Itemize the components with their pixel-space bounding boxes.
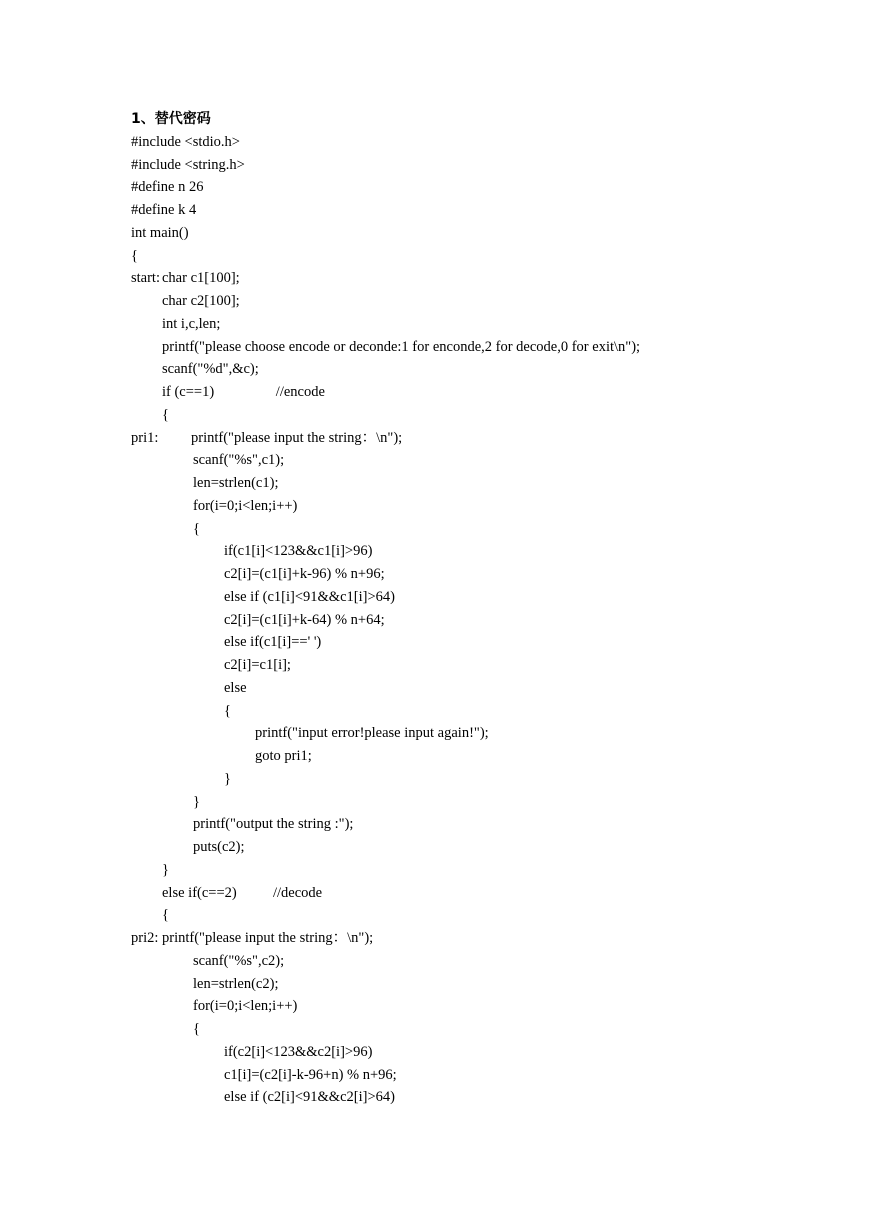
code-line	[193, 1018, 200, 1040]
code-text: c2[i]=(c1[i]+k-96) % n+96;	[224, 566, 385, 582]
code-label: start:	[131, 270, 160, 287]
code-line	[193, 495, 297, 517]
code-text: {	[162, 907, 169, 924]
code-line	[193, 973, 278, 995]
code-text: #include <stdio.h>	[131, 133, 240, 150]
code-line	[224, 677, 247, 699]
code-line	[131, 131, 240, 153]
code-text: puts(c2);	[193, 839, 245, 855]
code-text: printf("please choose encode or deconde:1 for enconde,2 for decode,0 for exit\n");	[162, 338, 641, 355]
code-line	[193, 813, 353, 835]
code-line	[162, 336, 640, 358]
code-text: scanf("%d",&c);	[162, 361, 259, 378]
code-text: len=strlen(c2);	[193, 975, 279, 992]
code-text: if(c1[i]<123&&c1[i]>96)	[224, 543, 373, 560]
code-line	[162, 404, 169, 426]
code-line	[224, 700, 231, 722]
code-line	[162, 381, 325, 403]
code-line	[255, 722, 489, 744]
code-line	[224, 1041, 372, 1063]
code-line	[162, 313, 220, 335]
code-text: if(c2[i]<123&&c2[i]>96)	[224, 1043, 373, 1060]
code-text: else if(c==2) //decode	[162, 884, 323, 901]
code-line	[224, 540, 372, 562]
code-text: {	[193, 520, 200, 537]
code-line	[162, 290, 240, 312]
code-text: #define k 4	[131, 202, 197, 218]
code-text: {	[193, 1021, 200, 1037]
code-text: printf("input error!please input again!");	[255, 725, 489, 742]
code-line	[162, 859, 169, 881]
code-text: scanf("%s",c1);	[193, 452, 285, 469]
section-heading: 1、替代密码	[131, 111, 211, 127]
code-text: }	[162, 861, 169, 878]
code-line	[224, 768, 231, 790]
code-text: char c1[100];	[162, 270, 240, 287]
code-text: else if (c1[i]<91&&c1[i]>64)	[224, 588, 395, 605]
code-text: goto pri1;	[255, 748, 312, 764]
code-text: len=strlen(c1);	[193, 475, 279, 491]
code-line	[193, 995, 297, 1017]
code-text: char c2[100];	[162, 293, 240, 309]
code-text: c2[i]=c1[i];	[224, 657, 291, 673]
code-text: {	[162, 406, 169, 423]
code-line	[255, 745, 312, 767]
code-line	[131, 199, 196, 221]
code-text: scanf("%s",c2);	[193, 952, 285, 969]
code-text: printf("output the string :");	[193, 816, 354, 833]
code-text: int main()	[131, 224, 189, 241]
code-line	[224, 654, 291, 676]
code-text: c1[i]=(c2[i]-k-96+n) % n+96;	[224, 1066, 397, 1083]
code-text: {	[224, 702, 231, 719]
code-text: if (c==1) //encode	[162, 384, 325, 400]
code-line	[162, 358, 259, 380]
code-line	[224, 1064, 397, 1086]
code-line	[193, 836, 245, 858]
code-text: for(i=0;i<len;i++)	[193, 998, 298, 1015]
code-line	[224, 631, 321, 653]
code-line	[224, 586, 395, 608]
code-line	[131, 176, 203, 198]
code-line	[224, 1086, 395, 1108]
code-line	[162, 882, 322, 904]
code-text: else if(c1[i]==' ')	[224, 634, 322, 651]
code-text: for(i=0;i<len;i++)	[193, 497, 298, 514]
code-text: c2[i]=(c1[i]+k-64) % n+64;	[224, 611, 385, 628]
code-line	[131, 154, 245, 176]
code-line	[224, 609, 385, 631]
code-line	[193, 518, 200, 540]
code-text: #include <string.h>	[131, 156, 245, 173]
code-label: pri2:	[131, 930, 159, 946]
code-line	[193, 449, 284, 471]
code-line	[193, 950, 284, 972]
code-text: else if (c2[i]<91&&c2[i]>64)	[224, 1089, 395, 1106]
code-text: int i,c,len;	[162, 315, 221, 332]
code-line	[131, 245, 138, 267]
code-text: printf("please input the string：\n");	[162, 930, 374, 946]
code-text: }	[193, 793, 200, 810]
code-line	[224, 563, 385, 585]
code-line	[193, 472, 278, 494]
code-label: pri1:	[131, 429, 159, 446]
code-line	[162, 904, 169, 926]
code-line	[193, 791, 200, 813]
code-text: }	[224, 770, 231, 787]
code-text: #define n 26	[131, 179, 204, 196]
code-line	[131, 222, 189, 244]
code-text: {	[131, 247, 138, 264]
code-text: else	[224, 679, 247, 696]
code-text: printf("please input the string：\n");	[191, 429, 403, 446]
